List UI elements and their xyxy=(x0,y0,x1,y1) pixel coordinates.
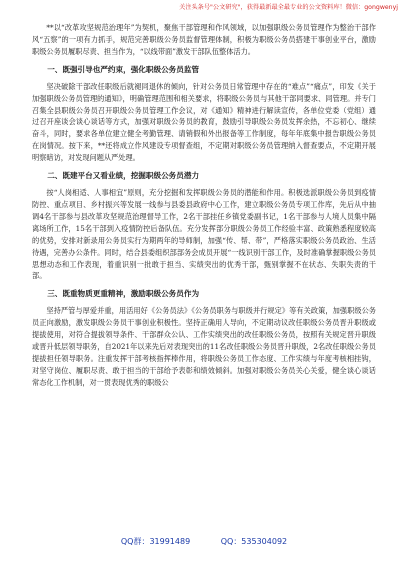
header-banner xyxy=(179,4,398,12)
footer-qq-group: QQ群：31991489 xyxy=(120,537,191,546)
section-1-body: 坚决破除干部改任职级后就褪同退休的倾向，针对公务员日常管理中存在的“难点”“痛点”，印发《关于加强职级公务员管理的通知》，明确管理范围和相关要求，将职级公务员与其他干部同要求、同管理。并专门召集全县职级公务员召开职级公务员管理工作会议，对《通知》精神进行解读宣传，各单位党委（党组）通过召开座谈会谈心谈话等方式，加强对职级公务员的教育，鼓励引导职级公务员发挥余热，不忘初心、继续奋斗，同时，要求各单位建立健全考勤管理、请销假和外出报备等工作制度，每年年底集中报告职级公务员在岗情况。按下来，**还将成立作风建设专项督查组，不定期对职级公务员管理纳入督查要点，不定期开展明察暗访，对发现问题从严处理。 xyxy=(32,81,376,163)
section-1-heading: 一、既强引导也严约束，强化职级公务员监管 xyxy=(47,64,200,74)
section-3-heading: 三、既重物质更重精神，激励职级公务员作为 xyxy=(47,289,200,299)
document-body xyxy=(32,22,376,391)
footer-qq: QQ：535304092 xyxy=(220,537,288,546)
footer-contact xyxy=(0,536,408,548)
section-2-body: 按“人岗相适、人事相宜”原则，充分挖掘和发挥职级公务员的潜能和作用。积极选派职级公务员到疫情防控、重点项目、乡村振兴等发展一线参与县委县政府中心工作，建立职级公务员专项工作库，先后从中抽调4名干部参与县改革攻坚规范治理督导工作，2名干部挂任乡镇党委副书记，1名干部参与人境人员集中隔离场所工作，15名干部到入疫情防控后备队伍。充分发挥部分职级公务员工作经验丰富、政策熟悉程度较高的优势，安排对新录用公务员实行为期两年的导师制，加强“传、帮、带”，严格落实职级公务员政治、生活待遇，完善办公条件。同时，结合县委组织部部务会成员开展“一线识别干部工作，及时准确掌握职级公务员思想动态和工作表现，着重识别一批敢于担当、实绩突出的优秀干部，甄别掌握不在状态、失职失责的干部。 xyxy=(32,188,376,281)
intro-paragraph: **以“改革攻坚规范治理年”为契机，聚焦干部管理和作风领域，以加强职级公务员管理作为整治干部作风“五察”的一项有力抓手，规范完善职级公务员监督管理体制，积极为职级公务员搭建干事创业平台，激励职级公务员履职尽责、担当作为，“以线带面”激发干部队伍整体活力。 xyxy=(32,23,376,56)
banner-line-1: 关注头条号"公文研究"，获得最新最全最专业的公文资料库！微信：gongwenyj xyxy=(179,4,398,11)
section-3-body: 坚持严管与厚爱并重，用活用好《公务员法》《公务员职务与职级并行规定》等有关政策，加强职级公务员正向激励，激发职级公务员干事创业积极性。坚持正确用人导向，不定期动议改任职级公务员晋升职级或提拔使用，对符合提拔领导条件、干部群众公认、工作实绩突出的改任职级公务员，按照有关规定晋升职级或晋升低层领导职务，自2021年以来先后对表现突出的11名改任职级公务员晋升职级，2名改任职级公务员提拔担任领导职务。注重发挥干部考核指挥棒作用，将职级公务员工作态度、工作实绩与年度考核相挂钩，对坚守岗位、履职尽责、敢于担当的干部给予表彰和绩效倾斜。加强对职级公务员关心关爱，健全谈心谈话常态化工作机制，对一贯表现优秀的职级公 xyxy=(32,306,376,387)
section-2-heading: 二、既建平台又看业绩，挖掘职级公务员潜力 xyxy=(47,171,200,181)
